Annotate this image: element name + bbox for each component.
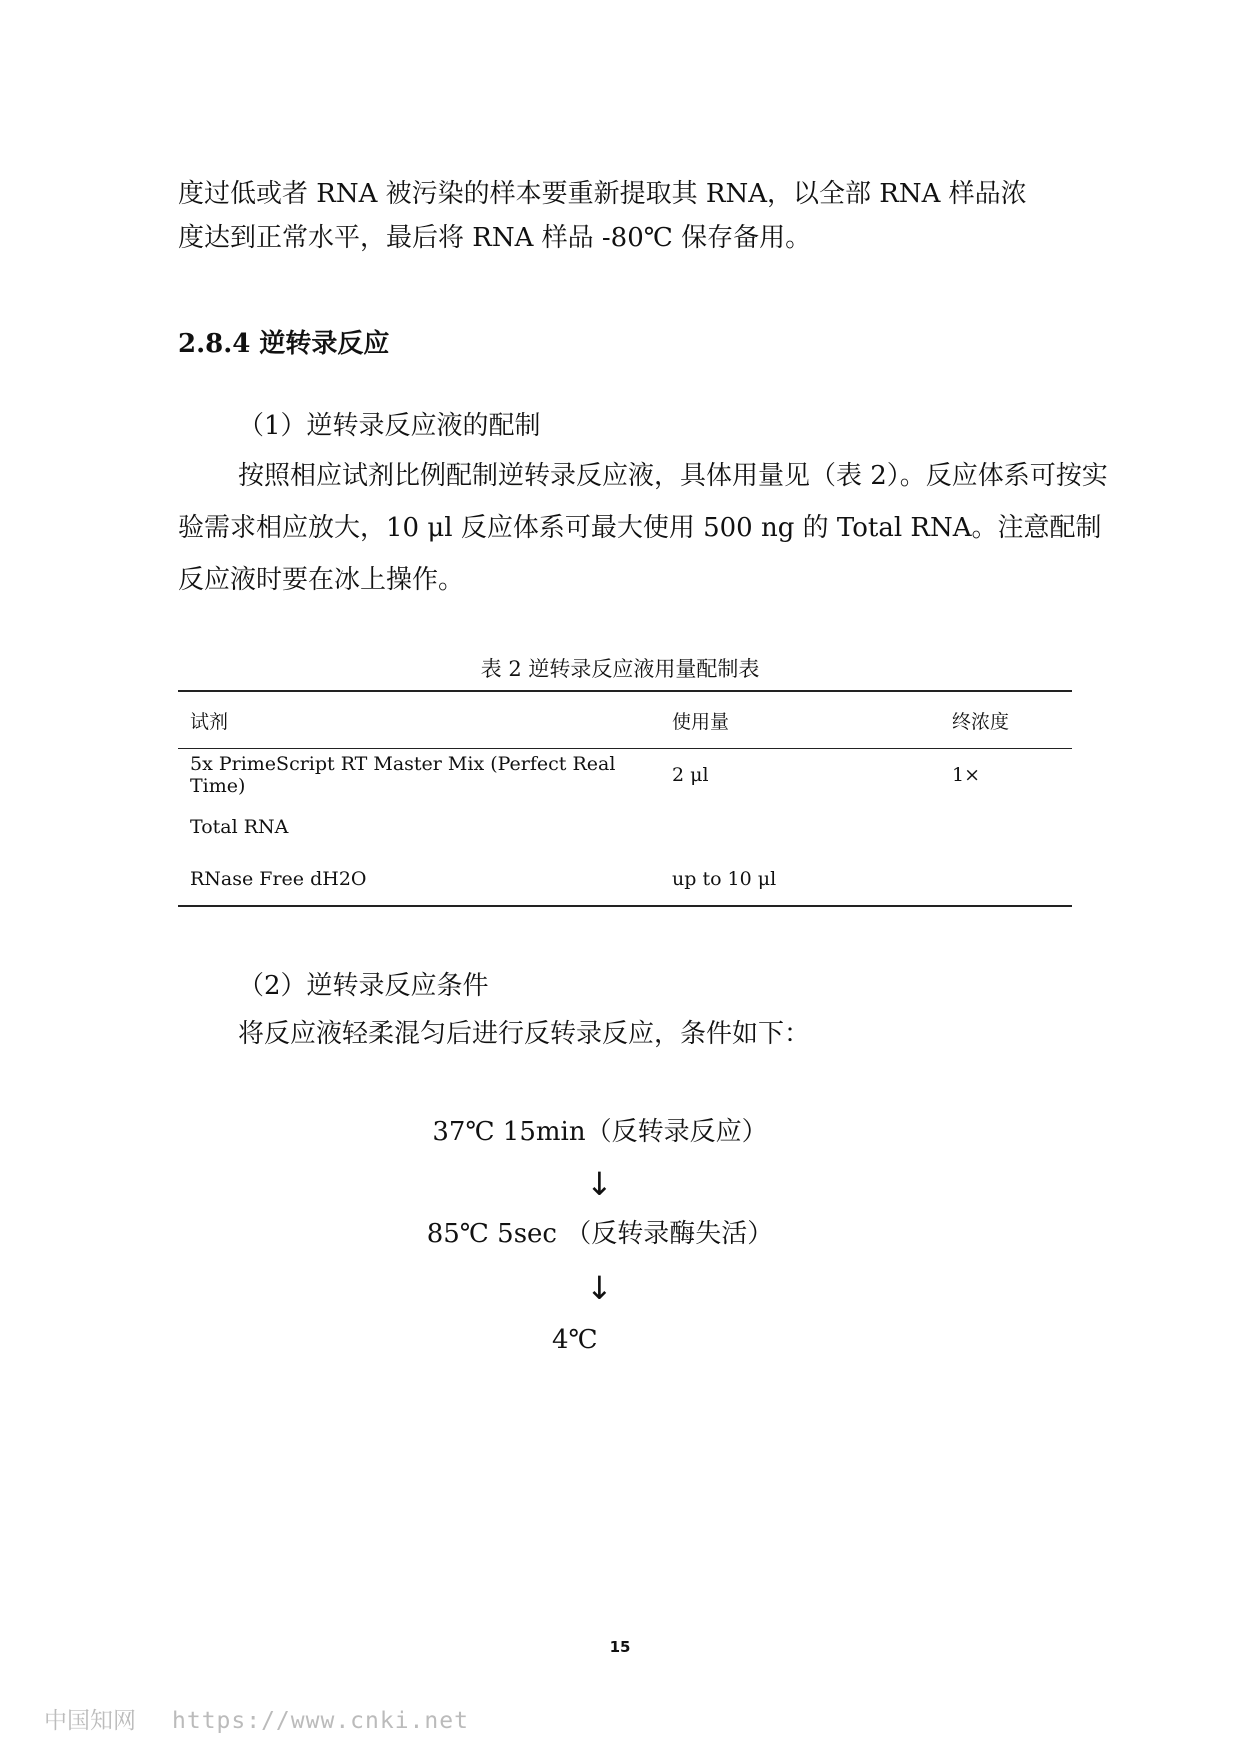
flow-step: 4℃ — [552, 1325, 598, 1355]
flow-step: 37℃ 15min（反转录反应） — [432, 1117, 768, 1147]
down-arrow-icon: ↓ — [586, 1269, 613, 1307]
table-row — [178, 853, 1072, 905]
subsection-heading: （1）逆转录反应液的配制 — [238, 411, 541, 441]
table-row — [178, 801, 1072, 853]
url-link[interactable]: https://www.cnki.net — [172, 1708, 469, 1734]
paragraph-line: 度达到正常水平，最后将 RNA 样品 -80℃ 保存备用。 — [178, 223, 812, 253]
page-number: 15 — [609, 1638, 631, 1656]
brand-label: 中国知网 — [44, 1708, 136, 1734]
flow-step: 85℃ 5sec （反转录酶失活） — [426, 1219, 774, 1249]
table-header-cell: 试剂 — [190, 710, 229, 733]
table-header-row — [178, 692, 1072, 749]
table-header-cell: 终浓度 — [952, 710, 1010, 733]
table-cell: 2 μl — [672, 764, 709, 786]
table-cell: Total RNA — [190, 816, 289, 838]
table-cell: 5x PrimeScript RT Master Mix (Perfect Real Time) — [190, 753, 616, 797]
subsection-heading: （2）逆转录反应条件 — [238, 971, 489, 1001]
paragraph: 将反应液轻柔混匀后进行反转录反应，条件如下： — [238, 1019, 811, 1049]
watermark-footer — [44, 1702, 469, 1735]
table-cell: up to 10 μl — [672, 868, 777, 890]
section-heading: 2.8.4 逆转录反应 — [178, 329, 390, 359]
paragraph-line: 度过低或者 RNA 被污染的样本要重新提取其 RNA，以全部 RNA 样品浓 — [178, 179, 1027, 209]
table-cell: 1× — [952, 764, 981, 786]
table-caption: 表 2 逆转录反应液用量配制表 — [480, 657, 760, 681]
reagent-table — [178, 690, 1072, 907]
down-arrow-icon: ↓ — [586, 1165, 613, 1203]
table-cell: RNase Free dH2O — [190, 868, 367, 890]
table-header-cell: 使用量 — [672, 710, 730, 733]
paragraph: 按照相应试剂比例配制逆转录反应液，具体用量见（表 2）。反应体系可按实验需求相应放大，10 μl 反应体系可最大使用 500 ng 的 Total RNA。注意配制反应液时要在冰上操作。 — [178, 461, 1108, 595]
table-row — [178, 749, 1072, 801]
